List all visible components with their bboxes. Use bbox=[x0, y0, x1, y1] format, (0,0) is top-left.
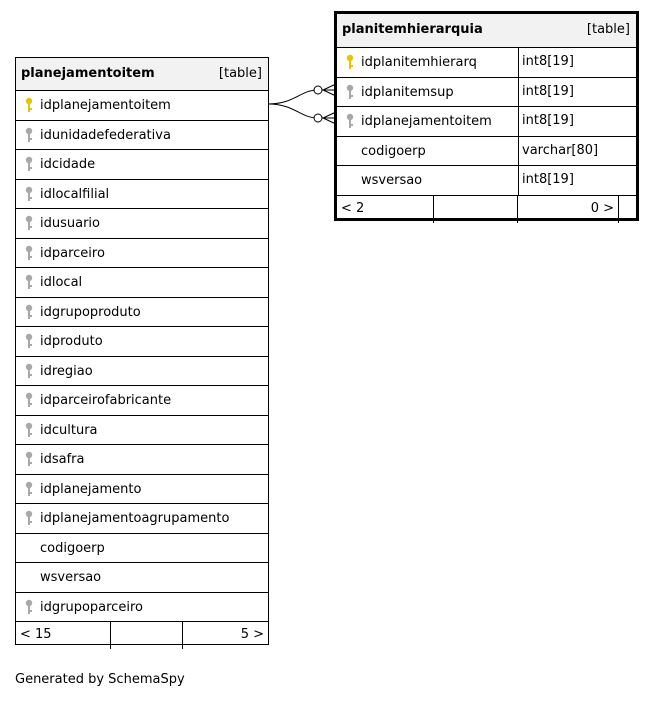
column-row[interactable] bbox=[16, 563, 268, 593]
column-row[interactable] bbox=[16, 504, 268, 534]
footer-left: < 2 bbox=[337, 196, 434, 223]
table-name: planitemhierarquia bbox=[342, 22, 483, 37]
credit-text: Generated by SchemaSpy bbox=[15, 672, 185, 687]
crowfoot-circle-1 bbox=[314, 86, 322, 94]
column-name: idplanitemsup bbox=[361, 84, 454, 100]
column-name: idplanitemhierarq bbox=[361, 55, 477, 70]
foreign-key-icon bbox=[346, 113, 354, 129]
column-type: varchar[80] bbox=[518, 137, 619, 166]
relationship-line-planitemsup bbox=[268, 90, 336, 104]
crowfoot-circle-2 bbox=[314, 114, 322, 122]
column-name: wsversao bbox=[40, 570, 102, 585]
column-row[interactable] bbox=[337, 166, 636, 196]
foreign-key-icon bbox=[25, 599, 33, 615]
table-header bbox=[337, 14, 636, 48]
foreign-key-icon bbox=[25, 274, 33, 290]
primary-key-icon bbox=[25, 97, 33, 113]
table-footer bbox=[16, 622, 268, 649]
column-name: idcidade bbox=[40, 157, 96, 172]
column-row[interactable] bbox=[16, 445, 268, 475]
column-name: idregiao bbox=[40, 363, 93, 379]
column-row[interactable] bbox=[16, 416, 268, 446]
column-name: idgrupoparceiro bbox=[40, 599, 143, 615]
column-name: idplanejamento bbox=[40, 481, 142, 497]
foreign-key-icon bbox=[25, 392, 33, 408]
column-row[interactable] bbox=[16, 593, 268, 623]
column-name: idsafra bbox=[40, 452, 85, 467]
foreign-key-icon bbox=[25, 156, 33, 172]
column-row[interactable] bbox=[337, 48, 636, 78]
foreign-key-icon bbox=[25, 215, 33, 231]
table-header bbox=[16, 58, 268, 91]
foreign-key-icon bbox=[25, 127, 33, 143]
column-name: idplanejamentoagrupamento bbox=[40, 511, 230, 526]
column-name: idlocalfilial bbox=[40, 186, 110, 202]
table-footer bbox=[337, 196, 636, 223]
foreign-key-icon bbox=[25, 304, 33, 320]
column-name: idproduto bbox=[40, 334, 103, 349]
column-name: idusuario bbox=[40, 216, 100, 231]
foreign-key-icon bbox=[25, 451, 33, 467]
column-row[interactable] bbox=[16, 180, 268, 210]
table-planitemhierarquia[interactable] bbox=[334, 11, 639, 221]
foreign-key-icon bbox=[25, 333, 33, 349]
column-name: idcultura bbox=[40, 422, 98, 438]
column-name: codigoerp bbox=[40, 540, 105, 556]
footer-middle bbox=[111, 622, 183, 649]
primary-key-icon bbox=[346, 54, 354, 70]
foreign-key-icon bbox=[25, 363, 33, 379]
column-type: int8[19] bbox=[518, 48, 619, 77]
foreign-key-icon bbox=[25, 481, 33, 497]
footer-right: 0 > bbox=[518, 196, 619, 223]
foreign-key-icon bbox=[25, 422, 33, 438]
column-name: idplanejamentoitem bbox=[40, 98, 171, 113]
table-name: planejamentoitem bbox=[21, 66, 155, 81]
column-row[interactable] bbox=[16, 268, 268, 298]
footer-left: < 15 bbox=[16, 622, 111, 649]
relationship-line-planejamentoitem bbox=[268, 104, 336, 118]
table-type-label: [table] bbox=[218, 66, 262, 81]
column-type: int8[19] bbox=[518, 166, 619, 195]
column-name: idparceiro bbox=[40, 245, 105, 261]
foreign-key-icon bbox=[25, 186, 33, 202]
foreign-key-icon bbox=[346, 84, 354, 100]
column-row[interactable] bbox=[337, 107, 636, 137]
column-row[interactable] bbox=[337, 137, 636, 167]
footer-middle bbox=[434, 196, 518, 223]
column-type: int8[19] bbox=[518, 78, 619, 107]
footer-right: 5 > bbox=[240, 627, 264, 642]
column-name: idunidadefederativa bbox=[40, 127, 171, 143]
column-name: idgrupoproduto bbox=[40, 304, 141, 320]
table-planejamentoitem[interactable] bbox=[15, 57, 269, 645]
column-row[interactable] bbox=[16, 91, 268, 121]
column-name: wsversao bbox=[361, 173, 423, 188]
column-row[interactable] bbox=[16, 298, 268, 328]
column-row[interactable] bbox=[16, 475, 268, 505]
column-row[interactable] bbox=[16, 327, 268, 357]
column-row[interactable] bbox=[16, 121, 268, 151]
column-row[interactable] bbox=[16, 357, 268, 387]
column-row[interactable] bbox=[16, 150, 268, 180]
foreign-key-icon bbox=[25, 510, 33, 526]
column-row[interactable] bbox=[16, 239, 268, 269]
column-name: idlocal bbox=[40, 275, 83, 290]
column-row[interactable] bbox=[16, 209, 268, 239]
table-type-label: [table] bbox=[586, 22, 630, 37]
foreign-key-icon bbox=[25, 245, 33, 261]
column-row[interactable] bbox=[16, 534, 268, 564]
column-row[interactable] bbox=[337, 78, 636, 108]
column-type: int8[19] bbox=[518, 107, 619, 136]
column-name: idplanejamentoitem bbox=[361, 114, 492, 129]
column-name: idparceirofabricante bbox=[40, 393, 172, 408]
column-row[interactable] bbox=[16, 386, 268, 416]
column-name: codigoerp bbox=[361, 143, 426, 159]
